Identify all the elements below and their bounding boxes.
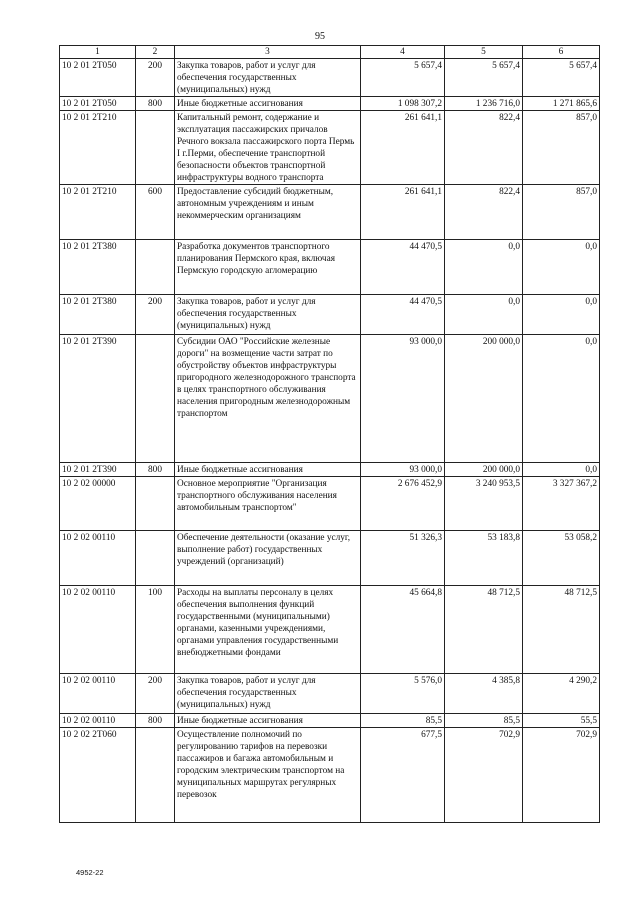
- row-value-5: 3 240 953,5: [445, 477, 523, 531]
- row-name: Обеспечение деятельности (оказание услуг, выполнение работ) государственных учреждений (организаций): [175, 531, 361, 586]
- row-name: Разработка документов транспортного планирования Пермского края, включая Пермскую городскую агломерацию: [175, 240, 361, 295]
- row-code: 10 2 02 2Т060: [60, 728, 136, 823]
- row-value-5: 53 183,8: [445, 531, 523, 586]
- table-row: [60, 728, 600, 823]
- row-value-5: 4 385,8: [445, 674, 523, 714]
- row-expense-type: 200: [136, 674, 175, 714]
- table-row: [60, 111, 600, 185]
- table-row: [60, 477, 600, 531]
- row-value-6: 702,9: [523, 728, 600, 823]
- row-value-4: 51 326,3: [361, 531, 445, 586]
- table-row: [60, 463, 600, 477]
- row-value-4: 5 657,4: [361, 59, 445, 97]
- column-header: 4: [361, 46, 445, 59]
- row-value-6: 0,0: [523, 463, 600, 477]
- row-value-5: 0,0: [445, 240, 523, 295]
- row-name: Иные бюджетные ассигнования: [175, 97, 361, 111]
- row-expense-type: 100: [136, 586, 175, 674]
- table-header-row: [60, 46, 600, 59]
- row-value-6: 4 290,2: [523, 674, 600, 714]
- row-value-6: 0,0: [523, 240, 600, 295]
- column-header: 6: [523, 46, 600, 59]
- row-code: 10 2 01 2Т390: [60, 335, 136, 463]
- row-value-4: 2 676 452,9: [361, 477, 445, 531]
- row-code: 10 2 01 2Т050: [60, 59, 136, 97]
- row-value-6: 857,0: [523, 111, 600, 185]
- row-value-5: 0,0: [445, 295, 523, 335]
- row-expense-type: 200: [136, 295, 175, 335]
- row-code: 10 2 02 00110: [60, 531, 136, 586]
- row-value-4: 93 000,0: [361, 335, 445, 463]
- row-value-5: 200 000,0: [445, 335, 523, 463]
- row-value-5: 200 000,0: [445, 463, 523, 477]
- row-expense-type: 600: [136, 185, 175, 240]
- table-row: [60, 295, 600, 335]
- row-value-6: 3 327 367,2: [523, 477, 600, 531]
- row-value-6: 53 058,2: [523, 531, 600, 586]
- table-row: [60, 714, 600, 728]
- row-value-5: 5 657,4: [445, 59, 523, 97]
- row-code: 10 2 02 00110: [60, 674, 136, 714]
- row-name: Осуществление полномочий по регулированию тарифов на перевозки пассажиров и багажа автомобильным и городским электрическим транспортом на муниципальных маршрутах регулярных перевозок: [175, 728, 361, 823]
- row-code: 10 2 02 00110: [60, 714, 136, 728]
- page-number: 95: [315, 31, 325, 42]
- table-row: [60, 59, 600, 97]
- row-name: Основное мероприятие "Организация транспортного обслуживания населения автомобильным транспортом": [175, 477, 361, 531]
- row-code: 10 2 01 2Т050: [60, 97, 136, 111]
- table-row: [60, 185, 600, 240]
- row-value-4: 677,5: [361, 728, 445, 823]
- row-expense-type: 800: [136, 97, 175, 111]
- row-code: 10 2 01 2Т380: [60, 240, 136, 295]
- row-name: Иные бюджетные ассигнования: [175, 463, 361, 477]
- row-code: 10 2 02 00110: [60, 586, 136, 674]
- table-row: [60, 335, 600, 463]
- row-value-4: 261 641,1: [361, 185, 445, 240]
- row-name: Капитальный ремонт, содержание и эксплуатация пассажирских причалов Речного вокзала пассажирского порта Пермь I г.Перми, обеспечение транспортной безопасности объектов транспортной инфраструктуры водного транспорта: [175, 111, 361, 185]
- row-value-4: 44 470,5: [361, 240, 445, 295]
- budget-table: [59, 45, 600, 823]
- row-code: 10 2 01 2Т380: [60, 295, 136, 335]
- column-header: 1: [60, 46, 136, 59]
- row-expense-type: 800: [136, 463, 175, 477]
- column-header: 3: [175, 46, 361, 59]
- row-value-6: 0,0: [523, 335, 600, 463]
- row-value-4: 45 664,8: [361, 586, 445, 674]
- row-value-6: 5 657,4: [523, 59, 600, 97]
- row-name: Расходы на выплаты персоналу в целях обеспечения выполнения функций государственными (муниципальными) органами, казенными учреждениями, органами управления государственными внебюджетными фондами: [175, 586, 361, 674]
- row-name: Субсидии ОАО "Российские железные дороги" на возмещение части затрат по обустройству объектов инфраструктуры пригородного железнодорожного транспорта в целях транспортного обслуживания населения пригородным железнодорожным транспортом: [175, 335, 361, 463]
- table-row: [60, 97, 600, 111]
- row-expense-type: [136, 531, 175, 586]
- row-code: 10 2 02 00000: [60, 477, 136, 531]
- row-name: Иные бюджетные ассигнования: [175, 714, 361, 728]
- row-value-5: 822,4: [445, 111, 523, 185]
- row-name: Предоставление субсидий бюджетным, автономным учреждениям и иным некоммерческим организациям: [175, 185, 361, 240]
- document-id: 4952-22: [76, 868, 104, 877]
- row-value-4: 1 098 307,2: [361, 97, 445, 111]
- row-expense-type: 200: [136, 59, 175, 97]
- row-value-6: 1 271 865,6: [523, 97, 600, 111]
- table-row: [60, 240, 600, 295]
- row-code: 10 2 01 2Т210: [60, 185, 136, 240]
- row-value-4: 44 470,5: [361, 295, 445, 335]
- row-value-5: 85,5: [445, 714, 523, 728]
- row-expense-type: 800: [136, 714, 175, 728]
- row-expense-type: [136, 240, 175, 295]
- table-row: [60, 586, 600, 674]
- row-name: Закупка товаров, работ и услуг для обеспечения государственных (муниципальных) нужд: [175, 295, 361, 335]
- row-name: Закупка товаров, работ и услуг для обеспечения государственных (муниципальных) нужд: [175, 674, 361, 714]
- table-row: [60, 531, 600, 586]
- row-code: 10 2 01 2Т210: [60, 111, 136, 185]
- row-expense-type: [136, 335, 175, 463]
- row-value-5: 702,9: [445, 728, 523, 823]
- row-name: Закупка товаров, работ и услуг для обеспечения государственных (муниципальных) нужд: [175, 59, 361, 97]
- row-value-6: 0,0: [523, 295, 600, 335]
- row-value-6: 55,5: [523, 714, 600, 728]
- row-value-5: 822,4: [445, 185, 523, 240]
- column-header: 5: [445, 46, 523, 59]
- row-expense-type: [136, 111, 175, 185]
- row-value-4: 85,5: [361, 714, 445, 728]
- row-code: 10 2 01 2Т390: [60, 463, 136, 477]
- row-expense-type: [136, 728, 175, 823]
- row-value-6: 857,0: [523, 185, 600, 240]
- column-header: 2: [136, 46, 175, 59]
- row-value-5: 1 236 716,0: [445, 97, 523, 111]
- row-value-6: 48 712,5: [523, 586, 600, 674]
- row-value-4: 5 576,0: [361, 674, 445, 714]
- row-value-4: 93 000,0: [361, 463, 445, 477]
- table-row: [60, 674, 600, 714]
- row-value-4: 261 641,1: [361, 111, 445, 185]
- row-value-5: 48 712,5: [445, 586, 523, 674]
- row-expense-type: [136, 477, 175, 531]
